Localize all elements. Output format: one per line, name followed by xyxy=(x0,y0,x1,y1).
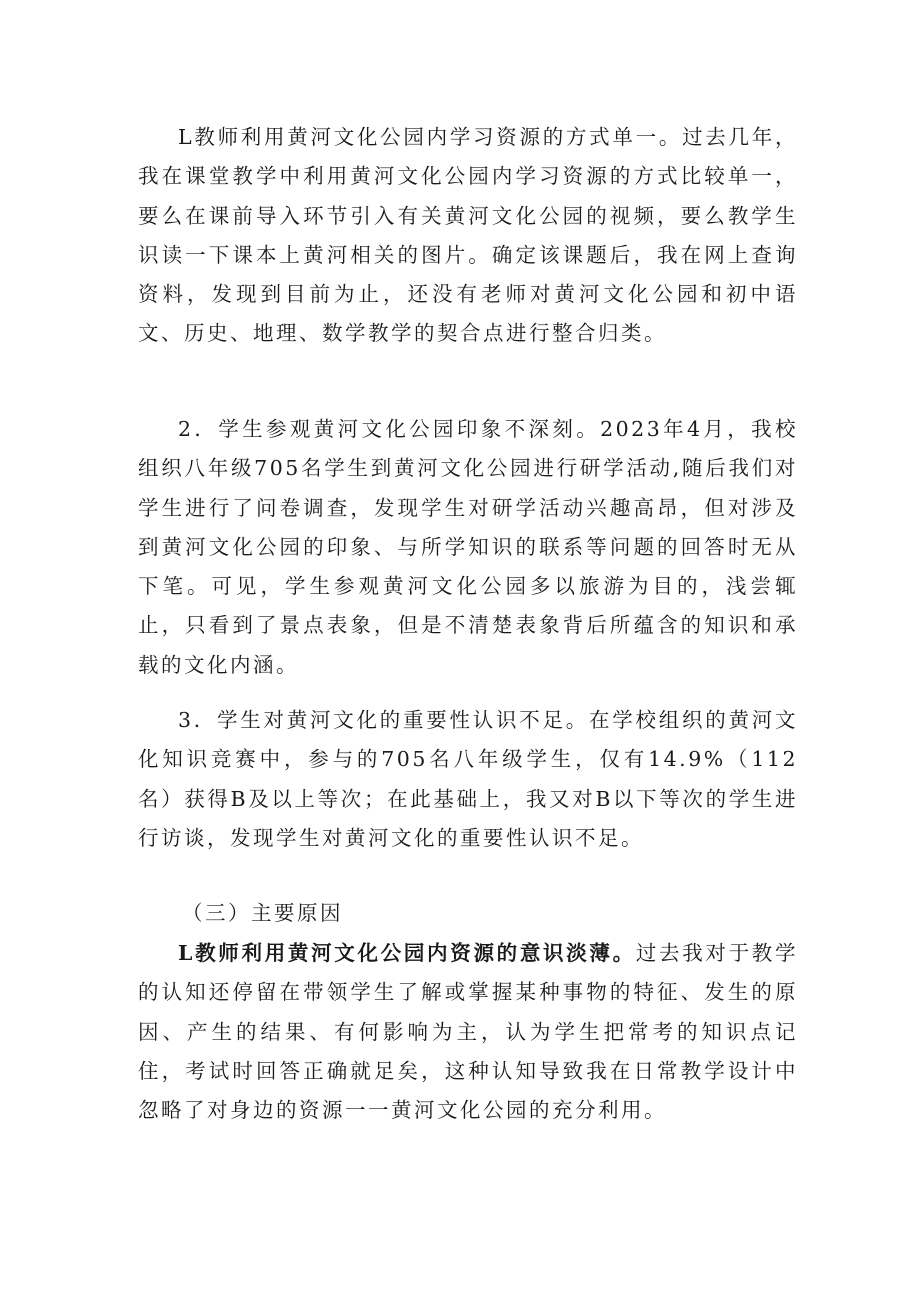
paragraph-lead-sentence: L教师利用黄河文化公园内资源的意识淡薄。 xyxy=(178,941,636,965)
paragraph-teacher-method: L教师利用黄河文化公园内学习资源的方式单一。过去几年，我在课堂教学中利用黄河文化公园内学习资源的方式比较单一，要么在课前导入环节引入有关黄河文化公园的视频，要么教学生识读一下课本上黄河相关的图片。确定该课题后，我在网上查询资料，发现到目前为止，还没有老师对黄河文化公园和初中语文、历史、地理、数学教学的契合点进行整合归类。 xyxy=(138,125,798,346)
paragraph-student-impression: 2．学生参观黄河文化公园印象不深刻。2023年4月，我校组织八年级705名学生到黄河文化公园进行研学活动,随后我们对学生进行了问卷调查，发现学生对研学活动兴趣高昂，但对涉及到黄河文化公园的印象、与所学知识的联系等问题的回答时无从下笔。可见，学生参观黄河文化公园多以旅游为目的，浅尝辄止，只看到了景点表象，但是不清楚表象背后所蕴含的知识和承载的文化内涵。 xyxy=(138,417,798,677)
paragraph-teacher-awareness xyxy=(138,934,798,1130)
section-heading-main-reasons: （三）主要原因 xyxy=(182,901,343,925)
paragraph-culture-awareness: 3．学生对黄河文化的重要性认识不足。在学校组织的黄河文化知识竞赛中，参与的705名八年级学生，仅有14.9%（112名）获得B及以上等次；在此基础上，我又对B以下等次的学生进行访谈，发现学生对黄河文化的重要性认识不足。 xyxy=(138,708,798,850)
paragraph-body-text: 过去我对于教学的认知还停留在带领学生了解或掌握某种事物的特征、发生的原因、产生的结果、有何影响为主，认为学生把常考的知识点记住，考试时回答正确就足矣，这种认知导致我在日常教学设计中忽略了对身边的资源一一黄河文化公园的充分利用。 xyxy=(138,941,798,1123)
